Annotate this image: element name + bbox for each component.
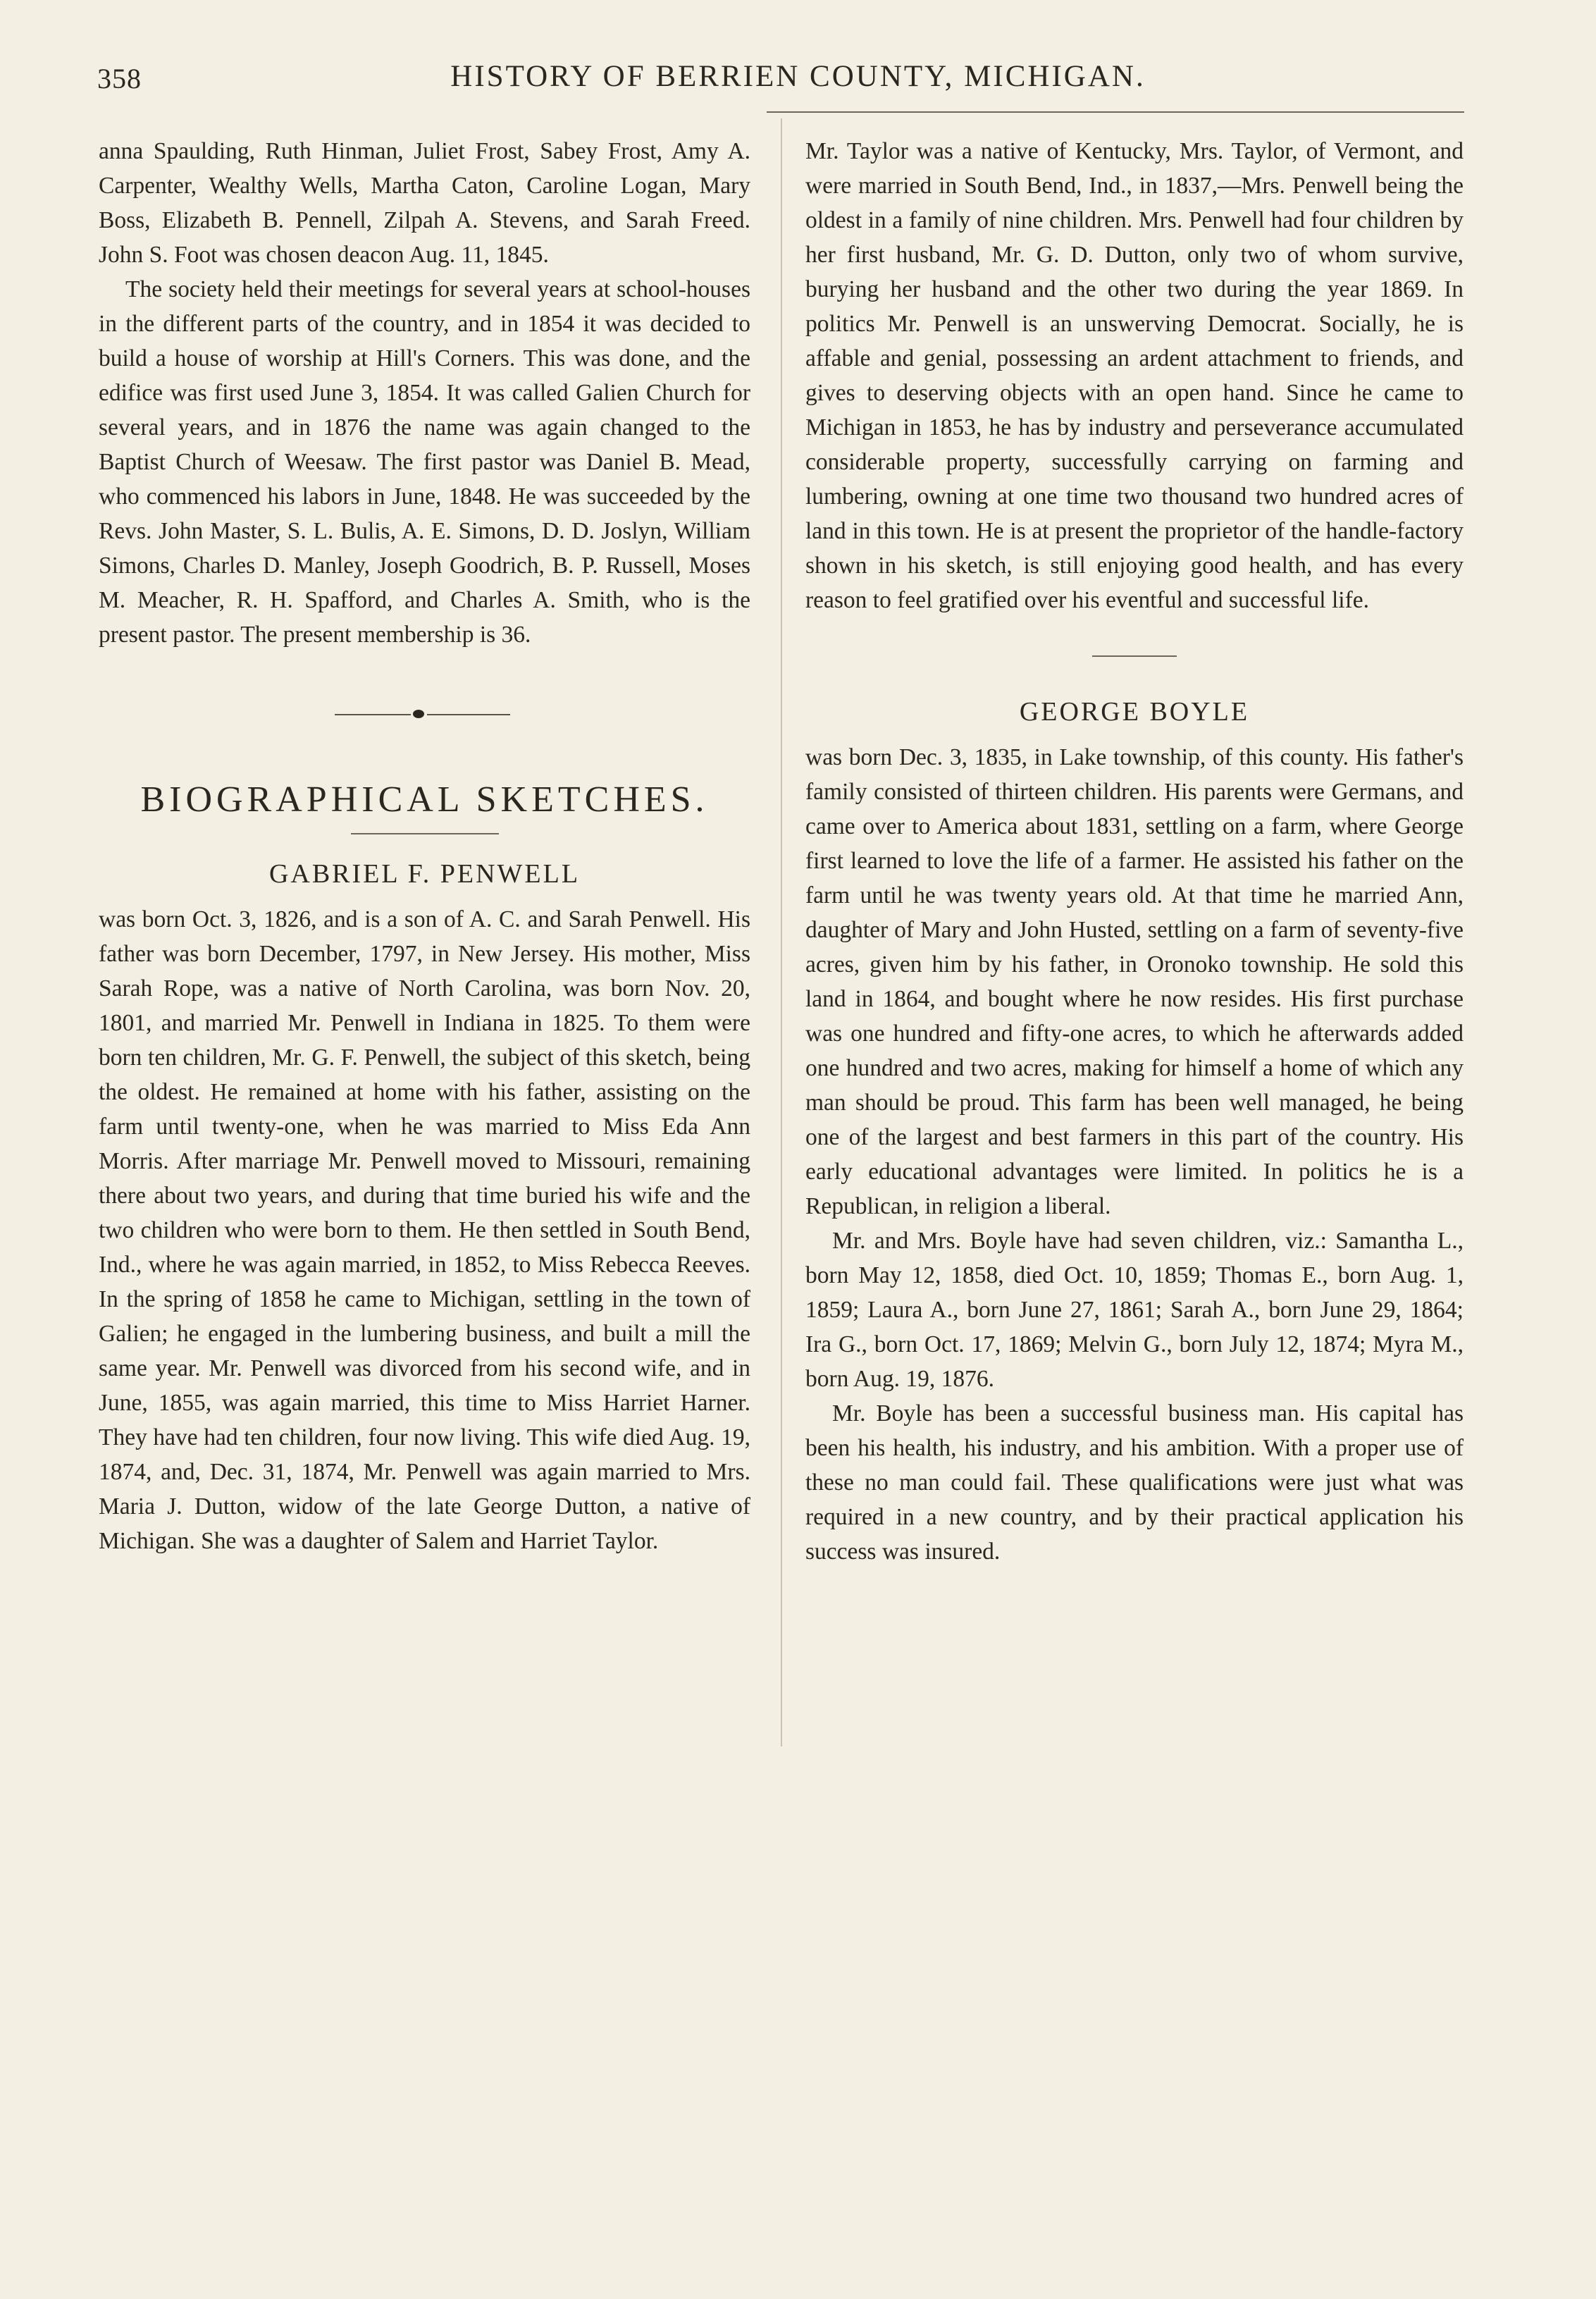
right-column: [805, 134, 1464, 1569]
left-column: [99, 134, 750, 1558]
ornament-line-right: [427, 714, 510, 715]
ornament-dot: [413, 710, 424, 718]
sketch-separator-rule: [1092, 655, 1177, 657]
ornament-line-left: [335, 714, 411, 715]
header-rule: [767, 111, 1464, 113]
ornament-divider: [99, 693, 750, 735]
section-title: BIOGRAPHICAL SKETCHES.: [140, 779, 709, 820]
running-head: HISTORY OF BERRIEN COUNTY, MICHIGAN.: [450, 60, 1146, 93]
section-rule: [351, 833, 499, 834]
church-history-paragraph: The society held their meetings for several years at school-houses in the different parts of the country, and in 1854 it was decided to build a house of worship at Hill's Corners. This was done, and the edifice was first used June 3, 1854. It was called Galien Church for several years, and in 1876 the name was again changed to the Baptist Church of Weesaw. The first pastor was Daniel B. Mead, who commenced his labors in June, 1848. He was succeeded by the Revs. John Master, S. L. Bulis, A. E. Simons, D. D. Joslyn, William Simons, Charles D. Manley, Joseph Goodrich, B. P. Russell, Moses M. Meacher, R. H. Spafford, and Charles A. Smith, who is the present pastor. The present membership is 36.: [99, 276, 750, 648]
boyle-biography-paragraph: was born Dec. 3, 1835, in Lake township, of this county. His father's family consisted of thirteen children. His parents were Germans, and came over to America about 1831, settling on a farm, where George first learned to love the life of a farmer. He assisted his father on the farm until he was twenty years old. At that time he married Ann, daughter of Mary and John Husted, settling on a farm of seventy-five acres, given him by his father, in Oronoko township. He sold this land in 1864, and bought where he now resides. His first purchase was one hundred and fifty-one acres, to which he afterwards added one hundred and two acres, making for himself a home of which any man should be proud. This farm has been well managed, he being one of the largest and best farmers in this part of the country. His early educational advantages were limited. In politics he is a Republican, in religion a liberal.: [805, 744, 1464, 1219]
column-divider: [781, 118, 782, 1746]
penwell-heading: GABRIEL F. PENWELL: [268, 859, 581, 889]
boyle-business-paragraph: Mr. Boyle has been a successful business man. His capital has been his health, his industry, and his ambition. With a proper use of these no man could fail. These qualifications were just what was required in a new country, and by their practical application his success was insured.: [805, 1400, 1464, 1565]
penwell-continued-paragraph: Mr. Taylor was a native of Kentucky, Mrs. Taylor, of Vermont, and were married in South Bend, Ind., in 1837,—Mrs. Penwell being the oldest in a family of nine children. Mrs. Penwell had four children by her first husband, Mr. G. D. Dutton, only two of whom survive, burying her husband and the other two during the year 1869. In politics Mr. Penwell is an unswerving Democrat. Socially, he is affable and genial, possessing an ardent attachment to friends, and gives to deserving objects with an open hand. Since he came to Michigan in 1853, he has by industry and perseverance accumulated considerable property, successfully carrying on farming and lumbering, owning at one time two thousand two hundred acres of land in this town. He is at present the proprietor of the handle-factory shown in his sketch, is still enjoying good health, and has every reason to feel gratified over his eventful and successful life.: [805, 138, 1464, 613]
penwell-biography-paragraph: was born Oct. 3, 1826, and is a son of A. C. and Sarah Penwell. His father was born December, 1797, in New Jersey. His mother, Miss Sarah Rope, was a native of North Carolina, was born Nov. 20, 1801, and married Mr. Penwell in Indiana in 1825. To them were born ten children, Mr. G. F. Penwell, the subject of this sketch, being the oldest. He remained at home with his father, assisting on the farm until twenty-one, when he was married to Miss Eda Ann Morris. After marriage Mr. Penwell moved to Missouri, remaining there about two years, and during that time buried his wife and the two children who were born to them. He then settled in South Bend, Ind., where he was again married, in 1852, to Miss Rebecca Reeves. In the spring of 1858 he came to Michigan, settling in the town of Galien; he engaged in the lumbering business, and built a mill the same year. Mr. Penwell was divorced from his second wife, and in June, 1855, was again married, this time to Miss Harriet Harner. They have had ten children, four now living. This wife died Aug. 19, 1874, and, Dec. 31, 1874, Mr. Penwell was again married to Mrs. Maria J. Dutton, widow of the late George Dutton, a native of Michigan. She was a daughter of Salem and Harriet Taylor.: [99, 906, 750, 1554]
boyle-children-paragraph: Mr. and Mrs. Boyle have had seven children, viz.: Samantha L., born May 12, 1858, died Oct. 10, 1859; Thomas E., born Aug. 1, 1859; Laura A., born June 27, 1861; Sarah A., born June 29, 1864; Ira G., born Oct. 17, 1869; Melvin G., born July 12, 1874; Myra M., born Aug. 19, 1876.: [805, 1228, 1464, 1392]
page-number: 358: [97, 63, 142, 94]
boyle-heading: GEORGE BOYLE: [1019, 697, 1250, 727]
church-members-paragraph: anna Spaulding, Ruth Hinman, Juliet Frost, Sabey Frost, Amy A. Carpenter, Wealthy Wells, Martha Caton, Caroline Logan, Mary Boss, Elizabeth B. Pennell, Zilpah A. Stevens, and Sarah Freed. John S. Foot was chosen deacon Aug. 11, 1845.: [99, 138, 750, 268]
